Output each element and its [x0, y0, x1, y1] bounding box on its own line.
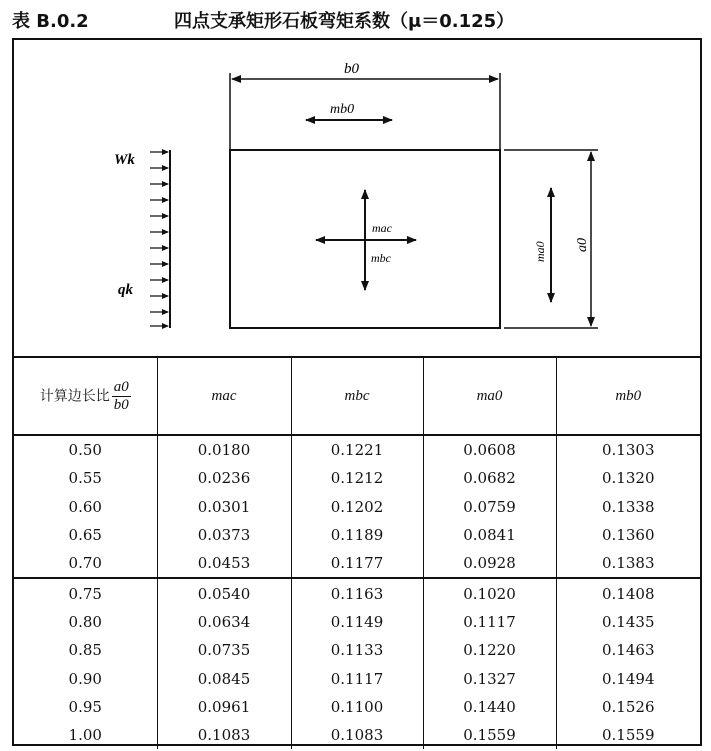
cell-ma0: 0.1117: [423, 608, 556, 636]
table-row: [14, 721, 700, 749]
cell-ma0: 0.1327: [423, 664, 556, 692]
ma0-label: ma0: [533, 241, 547, 262]
cell-ma0: 0.1559: [423, 721, 556, 749]
cell-mac: 0.0453: [157, 549, 291, 578]
cell-mbc: 0.1163: [291, 578, 423, 607]
cell-ratio: 0.60: [68, 497, 102, 516]
cell-mbc: 0.1202: [291, 493, 423, 521]
a0-label: a0: [575, 238, 590, 252]
header-mac: mac: [157, 357, 291, 435]
cell-ratio: 0.75: [14, 578, 157, 607]
cell-mac: 0.0735: [157, 636, 291, 664]
ratio-denominator: b0: [113, 396, 129, 413]
cell-mb0: 0.1320: [556, 464, 700, 492]
cell-mac: 0.0540: [157, 578, 291, 607]
mb0-label: mb0: [330, 102, 355, 117]
cell-ma0: 0.0928: [423, 549, 556, 578]
cell-ma0: 0.0608: [423, 435, 556, 464]
cell-mb0: 0.1435: [556, 608, 700, 636]
cell-ratio: 1.00: [68, 726, 102, 745]
ratio-fraction: [112, 379, 131, 414]
table-row: [14, 693, 700, 721]
cell-ratio: 0.80: [68, 612, 102, 631]
coefficient-table: [14, 356, 700, 749]
cell-ma0: 0.0682: [423, 464, 556, 492]
cell-mb0: 0.1559: [556, 721, 700, 749]
table-row: [14, 435, 700, 464]
table-caption: [12, 8, 702, 36]
cell-ratio: 0.90: [68, 669, 102, 688]
cell-mb0: 0.1303: [556, 435, 700, 464]
cell-ma0: 0.1220: [423, 636, 556, 664]
cell-mb0: 0.1408: [556, 578, 700, 607]
table-title: 四点支承矩形石板弯矩系数（μ＝0.125）: [174, 11, 515, 32]
cell-ratio: 0.70: [68, 554, 102, 573]
cell-ratio: 0.85: [68, 641, 102, 660]
cell-mac: 0.0180: [157, 435, 291, 464]
cell-mb0: 0.1338: [556, 493, 700, 521]
cell-mbc: 0.1177: [291, 549, 423, 578]
table-row: [14, 464, 700, 492]
cell-ma0: 0.0841: [423, 521, 556, 549]
cell-mbc: 0.1212: [291, 464, 423, 492]
cell-mb0: 0.1360: [556, 521, 700, 549]
cell-ma0: 0.1020: [423, 578, 556, 607]
header-mb0: mb0: [556, 357, 700, 435]
table-row: [14, 664, 700, 692]
header-ma0: ma0: [423, 357, 556, 435]
cell-mbc: 0.1189: [291, 521, 423, 549]
table-row: [14, 521, 700, 549]
table-row: [14, 493, 700, 521]
cell-ratio: 0.50: [68, 441, 102, 460]
wk-label: Wk: [114, 152, 135, 168]
cell-mb0: 0.1463: [556, 636, 700, 664]
header-ratio: [14, 357, 157, 435]
cell-mb0: 0.1494: [556, 664, 700, 692]
header-ratio-label: 计算边长比: [39, 388, 110, 404]
table-frame: [12, 38, 702, 746]
table-row: [14, 578, 700, 607]
table-row: [14, 636, 700, 664]
table-header-row: [14, 357, 700, 435]
cell-mbc: 0.1149: [291, 608, 423, 636]
cell-mbc: 0.1100: [291, 693, 423, 721]
qk-label: qk: [118, 282, 133, 298]
cell-ratio: 0.65: [68, 526, 102, 545]
cell-mac: 0.0961: [157, 693, 291, 721]
mbc-label: mbc: [371, 251, 391, 265]
ratio-numerator: a0: [113, 378, 129, 395]
cell-ratio: 0.55: [68, 469, 102, 488]
table-row: [14, 608, 700, 636]
cell-mbc: 0.1133: [291, 636, 423, 664]
table-number: 表 B.0.2: [12, 11, 89, 32]
header-mbc: mbc: [291, 357, 423, 435]
cell-mac: 0.0236: [157, 464, 291, 492]
cell-mb0: 0.1383: [556, 549, 700, 578]
table-row: [14, 549, 700, 578]
cell-ma0: 0.0759: [423, 493, 556, 521]
cell-mac: 0.0301: [157, 493, 291, 521]
wind-load-arrows: [150, 152, 168, 326]
plate-diagram: [14, 40, 700, 356]
cell-mb0: 0.1526: [556, 693, 700, 721]
cell-mbc: 0.1083: [291, 721, 423, 749]
b0-label: b0: [344, 61, 359, 77]
mac-label: mac: [372, 221, 392, 235]
cell-mac: 0.0845: [157, 664, 291, 692]
cell-mbc: 0.1117: [291, 664, 423, 692]
cell-ratio: 0.95: [68, 697, 102, 716]
cell-mbc: 0.1221: [291, 435, 423, 464]
cell-mac: 0.1083: [157, 721, 291, 749]
cell-ma0: 0.1440: [423, 693, 556, 721]
cell-mac: 0.0373: [157, 521, 291, 549]
cell-mac: 0.0634: [157, 608, 291, 636]
